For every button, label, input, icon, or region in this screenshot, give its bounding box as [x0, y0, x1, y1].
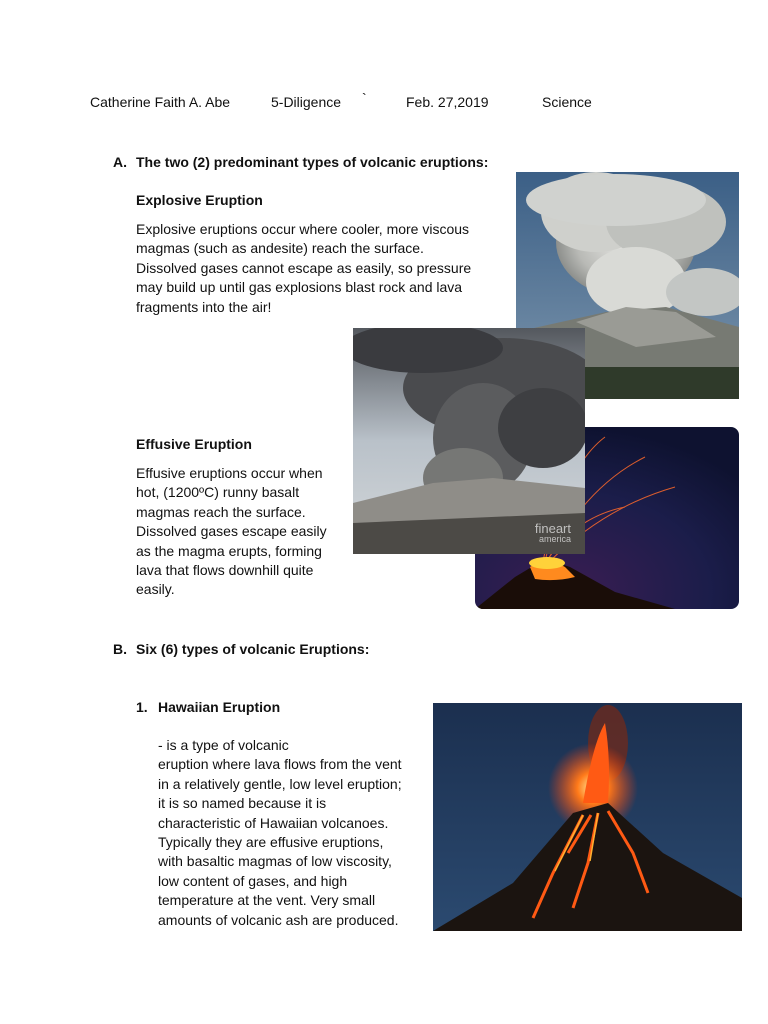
section-a-title: The two (2) predominant types of volcanic eruptions:	[136, 154, 489, 170]
text-line: amounts of volcanic ash are produced.	[158, 911, 399, 928]
date: Feb. 27,2019	[406, 94, 489, 110]
watermark	[534, 521, 571, 544]
item-1-number: 1.	[136, 699, 148, 715]
text-line: - is a type of volcanic	[158, 737, 289, 753]
text-line: low content of gases, and high	[158, 872, 348, 889]
class-section: 5-Diligence	[271, 94, 342, 110]
text-line: characteristic of Hawaiian volcanoes.	[158, 814, 389, 831]
author-name: Catherine Faith A. Abe	[90, 94, 231, 110]
effusive-title: Effusive Eruption	[136, 436, 252, 452]
watermark-line-1: fineart	[534, 521, 571, 536]
text-line: lava that flows downhill quite	[136, 562, 314, 579]
watermark-line-2: america	[538, 534, 571, 544]
text-line: Effusive eruptions occur when	[136, 465, 323, 481]
text-line: Explosive eruptions occur where cooler, more viscous	[136, 221, 470, 237]
text-line: Dissolved gases cannot escape as easily, so pressure	[136, 259, 472, 276]
text-line: in a relatively gentle, low level eruption;	[158, 775, 402, 792]
text-line: eruption where lava flows from the vent	[158, 756, 402, 773]
explosive-title: Explosive Eruption	[136, 192, 263, 208]
text-line: it is so named because it is	[158, 795, 327, 812]
explosive-paragraph	[136, 220, 471, 317]
text-line: fragments into the air!	[136, 298, 272, 315]
effusive-paragraph	[136, 464, 327, 600]
text-line: magmas reach the surface.	[136, 503, 306, 520]
explosive-eruption-photo-2	[353, 328, 585, 554]
hawaiian-paragraph	[158, 736, 402, 930]
text-line: with basaltic magmas of low viscosity,	[158, 853, 392, 870]
text-line: may build up until gas explosions blast rock and lava	[136, 279, 463, 296]
text-line: as the magma erupts, forming	[136, 542, 322, 559]
stray-mark: `	[362, 90, 367, 106]
hawaiian-eruption-photo	[433, 703, 742, 931]
text-line: magmas (such as andesite) reach the surface.	[136, 240, 424, 257]
text-line: Dissolved gases escape easily	[136, 523, 327, 540]
text-line: easily.	[136, 581, 175, 598]
text-line: hot, (1200ºC) runny basalt	[136, 484, 300, 501]
text-line: Typically they are effusive eruptions,	[158, 834, 384, 851]
text-line: temperature at the vent. Very small	[158, 892, 376, 909]
subject: Science	[542, 94, 592, 110]
section-a-letter: A.	[113, 154, 127, 170]
section-b-letter: B.	[113, 641, 127, 657]
section-b-title: Six (6) types of volcanic Eruptions:	[136, 641, 370, 657]
item-1-title: Hawaiian Eruption	[158, 699, 281, 715]
